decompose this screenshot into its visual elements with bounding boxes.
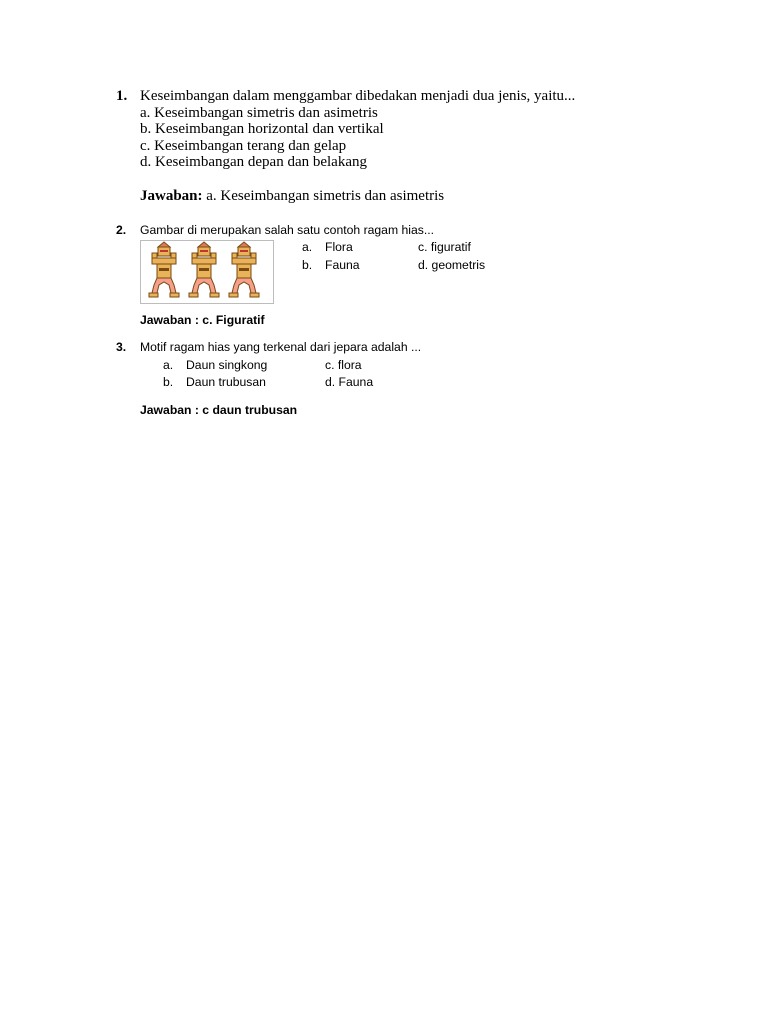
question-2-option-b-text: Fauna xyxy=(325,258,360,272)
question-2-option-b-letter: b. xyxy=(302,258,313,272)
figure-3 xyxy=(229,242,259,297)
question-3-option-a-text: Daun singkong xyxy=(186,358,268,372)
question-3-option-d: d. Fauna xyxy=(325,375,374,389)
figurative-motif-illustration xyxy=(141,241,273,303)
figure-2 xyxy=(189,242,219,297)
question-3-option-c: c. flora xyxy=(325,358,362,372)
question-1-answer-value: a. Keseimbangan simetris dan asimetris xyxy=(202,188,445,204)
question-2-option-d: d. geometris xyxy=(418,258,486,272)
question-2-text: Gambar di merupakan salah satu contoh ragam hias... xyxy=(140,223,435,237)
question-3-text: Motif ragam hias yang terkenal dari jepara adalah ... xyxy=(140,340,422,354)
question-1-block xyxy=(140,88,575,171)
question-2-number: 2. xyxy=(116,223,127,237)
question-3-option-b-text: Daun trubusan xyxy=(186,375,266,389)
question-1-option-a: a. Keseimbangan simetris dan asimetris xyxy=(140,104,378,121)
question-3-option-b-letter: b. xyxy=(163,375,174,389)
question-2-option-a-text: Flora xyxy=(325,240,353,254)
question-3-option-a-letter: a. xyxy=(163,358,174,372)
question-2-option-c: c. figuratif xyxy=(418,240,471,254)
question-1-option-c: c. Keseimbangan terang dan gelap xyxy=(140,137,347,154)
question-2-answer: Jawaban : c. Figuratif xyxy=(140,313,265,327)
figurative-motif-image xyxy=(140,240,274,304)
question-1-option-b: b. Keseimbangan horizontal dan vertikal xyxy=(140,121,384,138)
question-1-answer xyxy=(140,188,444,205)
question-3-number: 3. xyxy=(116,340,127,354)
question-3-answer: Jawaban : c daun trubusan xyxy=(140,403,298,417)
question-1-text: Keseimbangan dalam menggambar dibedakan menjadi dua jenis, yaitu... xyxy=(140,88,576,104)
question-2-option-a-letter: a. xyxy=(302,240,313,254)
question-1-number: 1. xyxy=(116,88,128,104)
question-1-answer-label: Jawaban: xyxy=(140,188,203,204)
question-1-option-d: d. Keseimbangan depan dan belakang xyxy=(140,154,367,171)
